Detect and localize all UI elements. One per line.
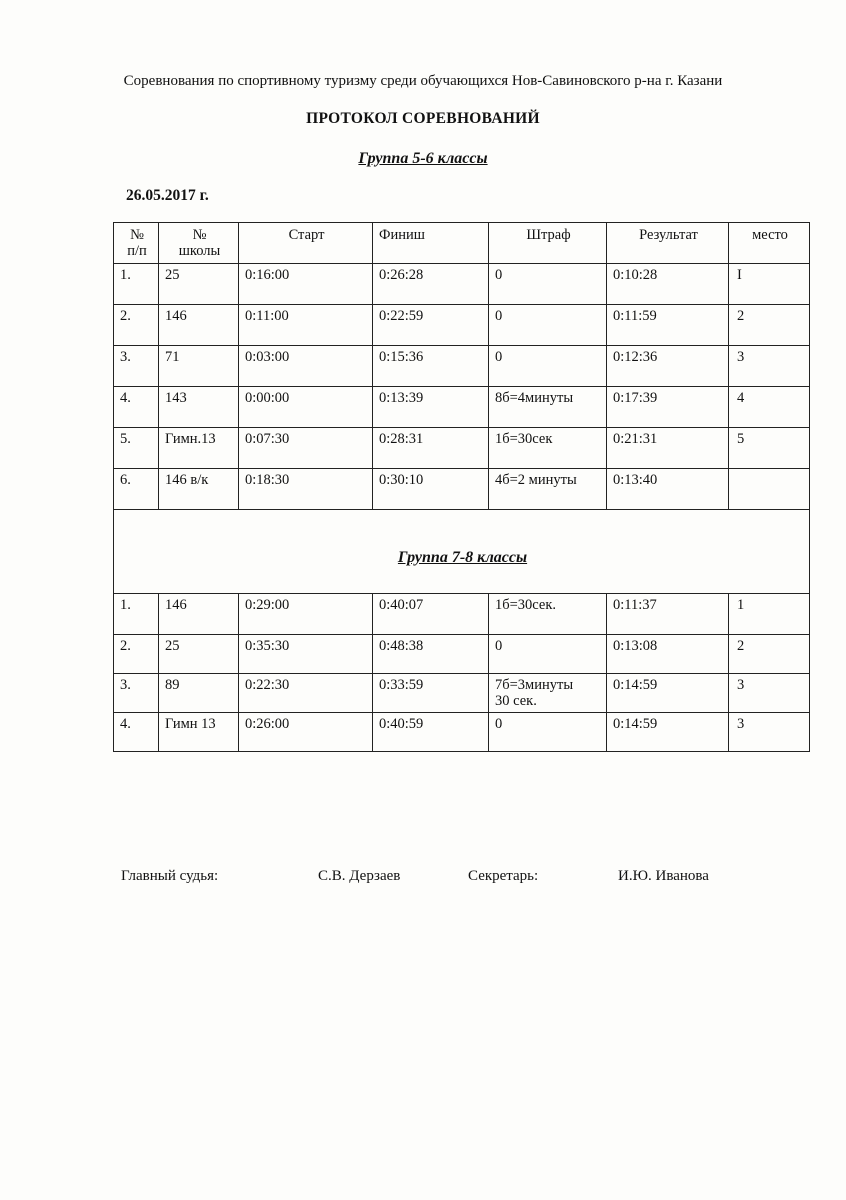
- secretary-name: И.Ю. Иванова: [618, 868, 709, 884]
- group2-title: Группа 7-8 классы: [397, 549, 528, 566]
- results-table: [113, 222, 810, 752]
- table-row: 3. 89 0:22:30 0:33:59 7б=3минуты 30 сек. 0:14:59 3: [114, 674, 810, 713]
- protocol-date: 26.05.2017 г.: [126, 187, 209, 204]
- col-place-header: место: [729, 223, 810, 264]
- col-finish-header: Финиш: [373, 223, 489, 264]
- col-school-header: № школы: [159, 223, 239, 264]
- col-penalty-header: Штраф: [489, 223, 607, 264]
- secretary-label: Секретарь:: [468, 868, 539, 884]
- protocol-title: ПРОТОКОЛ СОРЕВНОВАНИЙ: [306, 110, 540, 127]
- group2-separator-row: [114, 510, 810, 594]
- table-row: 2. 25 0:35:30 0:48:38 0 0:13:08 2: [114, 635, 810, 674]
- group1-title: Группа 5-6 классы: [358, 150, 488, 167]
- table-row: 2. 146 0:11:00 0:22:59 0 0:11:59 2: [114, 305, 810, 346]
- chief-judge-label: Главный судья:: [121, 868, 219, 884]
- col-start-header: Старт: [239, 223, 373, 264]
- group1-heading: [0, 150, 846, 168]
- table-row: 1. 25 0:16:00 0:26:28 0 0:10:28 I: [114, 264, 810, 305]
- chief-judge-name: С.В. Дерзаев: [318, 868, 401, 884]
- col-num-header: № п/п: [114, 223, 159, 264]
- table-row: 1. 146 0:29:00 0:40:07 1б=30сек. 0:11:37 1: [114, 594, 810, 635]
- table-header-row: [114, 223, 810, 264]
- table-row: 6. 146 в/к 0:18:30 0:30:10 4б=2 минуты 0:13:40: [114, 469, 810, 510]
- organization-heading: Соревнования по спортивному туризму среди обучающихся Нов-Савиновского р-на г. Казани: [123, 73, 723, 89]
- table-row: 4. 143 0:00:00 0:13:39 8б=4минуты 0:17:39 4: [114, 387, 810, 428]
- table-row: 4. Гимн 13 0:26:00 0:40:59 0 0:14:59 3: [114, 713, 810, 752]
- table-row: 3. 71 0:03:00 0:15:36 0 0:12:36 3: [114, 346, 810, 387]
- col-result-header: Результат: [607, 223, 729, 264]
- table-row: 5. Гимн.13 0:07:30 0:28:31 1б=30сек 0:21:31 5: [114, 428, 810, 469]
